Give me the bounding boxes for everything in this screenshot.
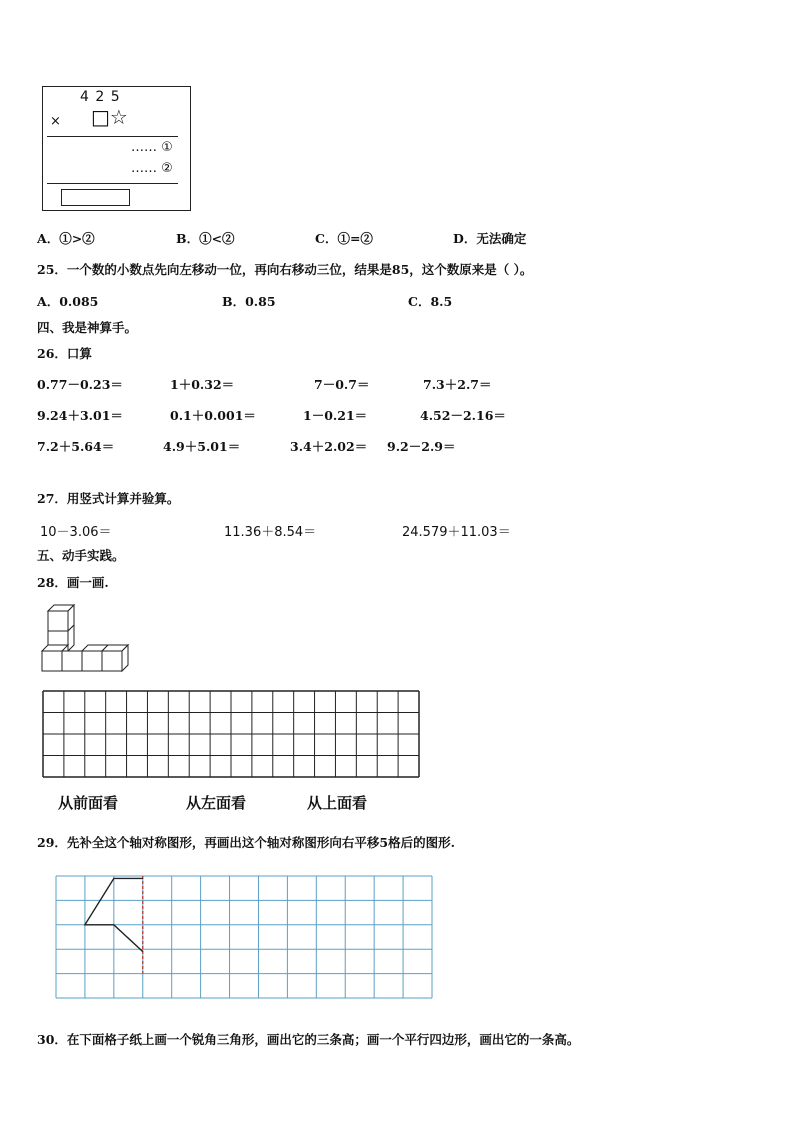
q28-label-top: 从上面看 <box>307 794 368 812</box>
section-5-heading: 五、动手实践。 <box>37 548 125 563</box>
q26-title: 26．口算 <box>37 346 92 361</box>
q26-r1-c3: 7－0.7＝ <box>314 377 370 392</box>
option-text: 8.5 <box>430 294 453 309</box>
q25-option-c[interactable] <box>408 292 452 310</box>
option-text: 0.085 <box>59 294 99 309</box>
q26-r1-c4: 7.3＋2.7＝ <box>423 377 492 392</box>
q26-r2-c4: 4.52－2.16＝ <box>420 408 506 423</box>
q26-r2-c3: 1－0.21＝ <box>303 408 368 423</box>
q26-r3-c1: 7.2＋5.64＝ <box>37 439 115 454</box>
option-letter: A． <box>37 294 60 309</box>
q27-item-3: 24.579＋11.03＝ <box>402 525 511 540</box>
q26-r2-c2: 0.1＋0.001＝ <box>170 408 256 423</box>
q24-option-b[interactable] <box>176 229 235 247</box>
option-letter: C． <box>408 294 431 309</box>
q24-row1-marker: …… ① <box>131 140 173 155</box>
q24-answer-box <box>61 189 130 206</box>
q26-r1-c2: 1＋0.32＝ <box>170 377 235 392</box>
q24-option-a[interactable] <box>37 229 95 247</box>
q28-title: 28．画一画. <box>37 575 109 590</box>
q26-r1-c1: 0.77－0.23＝ <box>37 377 123 392</box>
option-text: ①>② <box>59 231 95 246</box>
q24-row2-marker: …… ② <box>131 161 173 176</box>
option-text: 0.85 <box>245 294 276 309</box>
q24-line-2 <box>47 183 178 184</box>
q29-title: 29．先补全这个轴对称图形，再画出这个轴对称图形向右平移5格后的图形. <box>37 835 455 850</box>
q30-title: 30．在下面格子纸上画一个锐角三角形，画出它的三条高；画一个平行四边形，画出它的一条高。 <box>37 1032 580 1047</box>
q25-stem: 25．一个数的小数点先向左移动一位，再向右移动三位，结果是85，这个数原来是（ ）。 <box>37 262 533 277</box>
q26-r3-c4: 9.2－2.9＝ <box>387 439 456 454</box>
q24-line-1 <box>47 136 178 137</box>
q28-cube-figure <box>40 603 140 673</box>
q29-symmetry-grid[interactable] <box>55 875 433 999</box>
option-letter: A． <box>37 231 60 246</box>
q26-r2-c1: 9.24＋3.01＝ <box>37 408 123 423</box>
q25-option-a[interactable] <box>37 292 98 310</box>
option-letter: B． <box>176 231 200 246</box>
q28-label-left: 从左面看 <box>186 794 247 812</box>
q28-drawing-grid[interactable] <box>42 690 420 778</box>
option-letter: D． <box>453 231 477 246</box>
q24-top-digits: 4 2 5 <box>80 89 121 105</box>
q27-item-1: 10－3.06＝ <box>40 525 112 540</box>
q24-option-c[interactable] <box>315 229 373 247</box>
q26-r3-c3: 3.4＋2.02＝ <box>290 439 368 454</box>
section-4-heading: 四、我是神算手。 <box>37 320 138 335</box>
option-text: ①=② <box>337 231 373 246</box>
q24-figure <box>42 86 191 211</box>
q24-times-sign: × <box>50 114 61 129</box>
option-text: ①<② <box>199 231 235 246</box>
q28-label-front: 从前面看 <box>58 794 119 812</box>
q26-r3-c2: 4.9＋5.01＝ <box>163 439 241 454</box>
option-text: 无法确定 <box>476 231 527 246</box>
q27-title: 27．用竖式计算并验算。 <box>37 491 180 506</box>
q24-option-d[interactable] <box>453 229 526 247</box>
q24-multiplier-marks: □☆ <box>91 105 128 129</box>
q27-item-2: 11.36＋8.54＝ <box>224 525 317 540</box>
option-letter: C． <box>315 231 338 246</box>
q25-option-b[interactable] <box>222 292 276 310</box>
option-letter: B． <box>222 294 246 309</box>
